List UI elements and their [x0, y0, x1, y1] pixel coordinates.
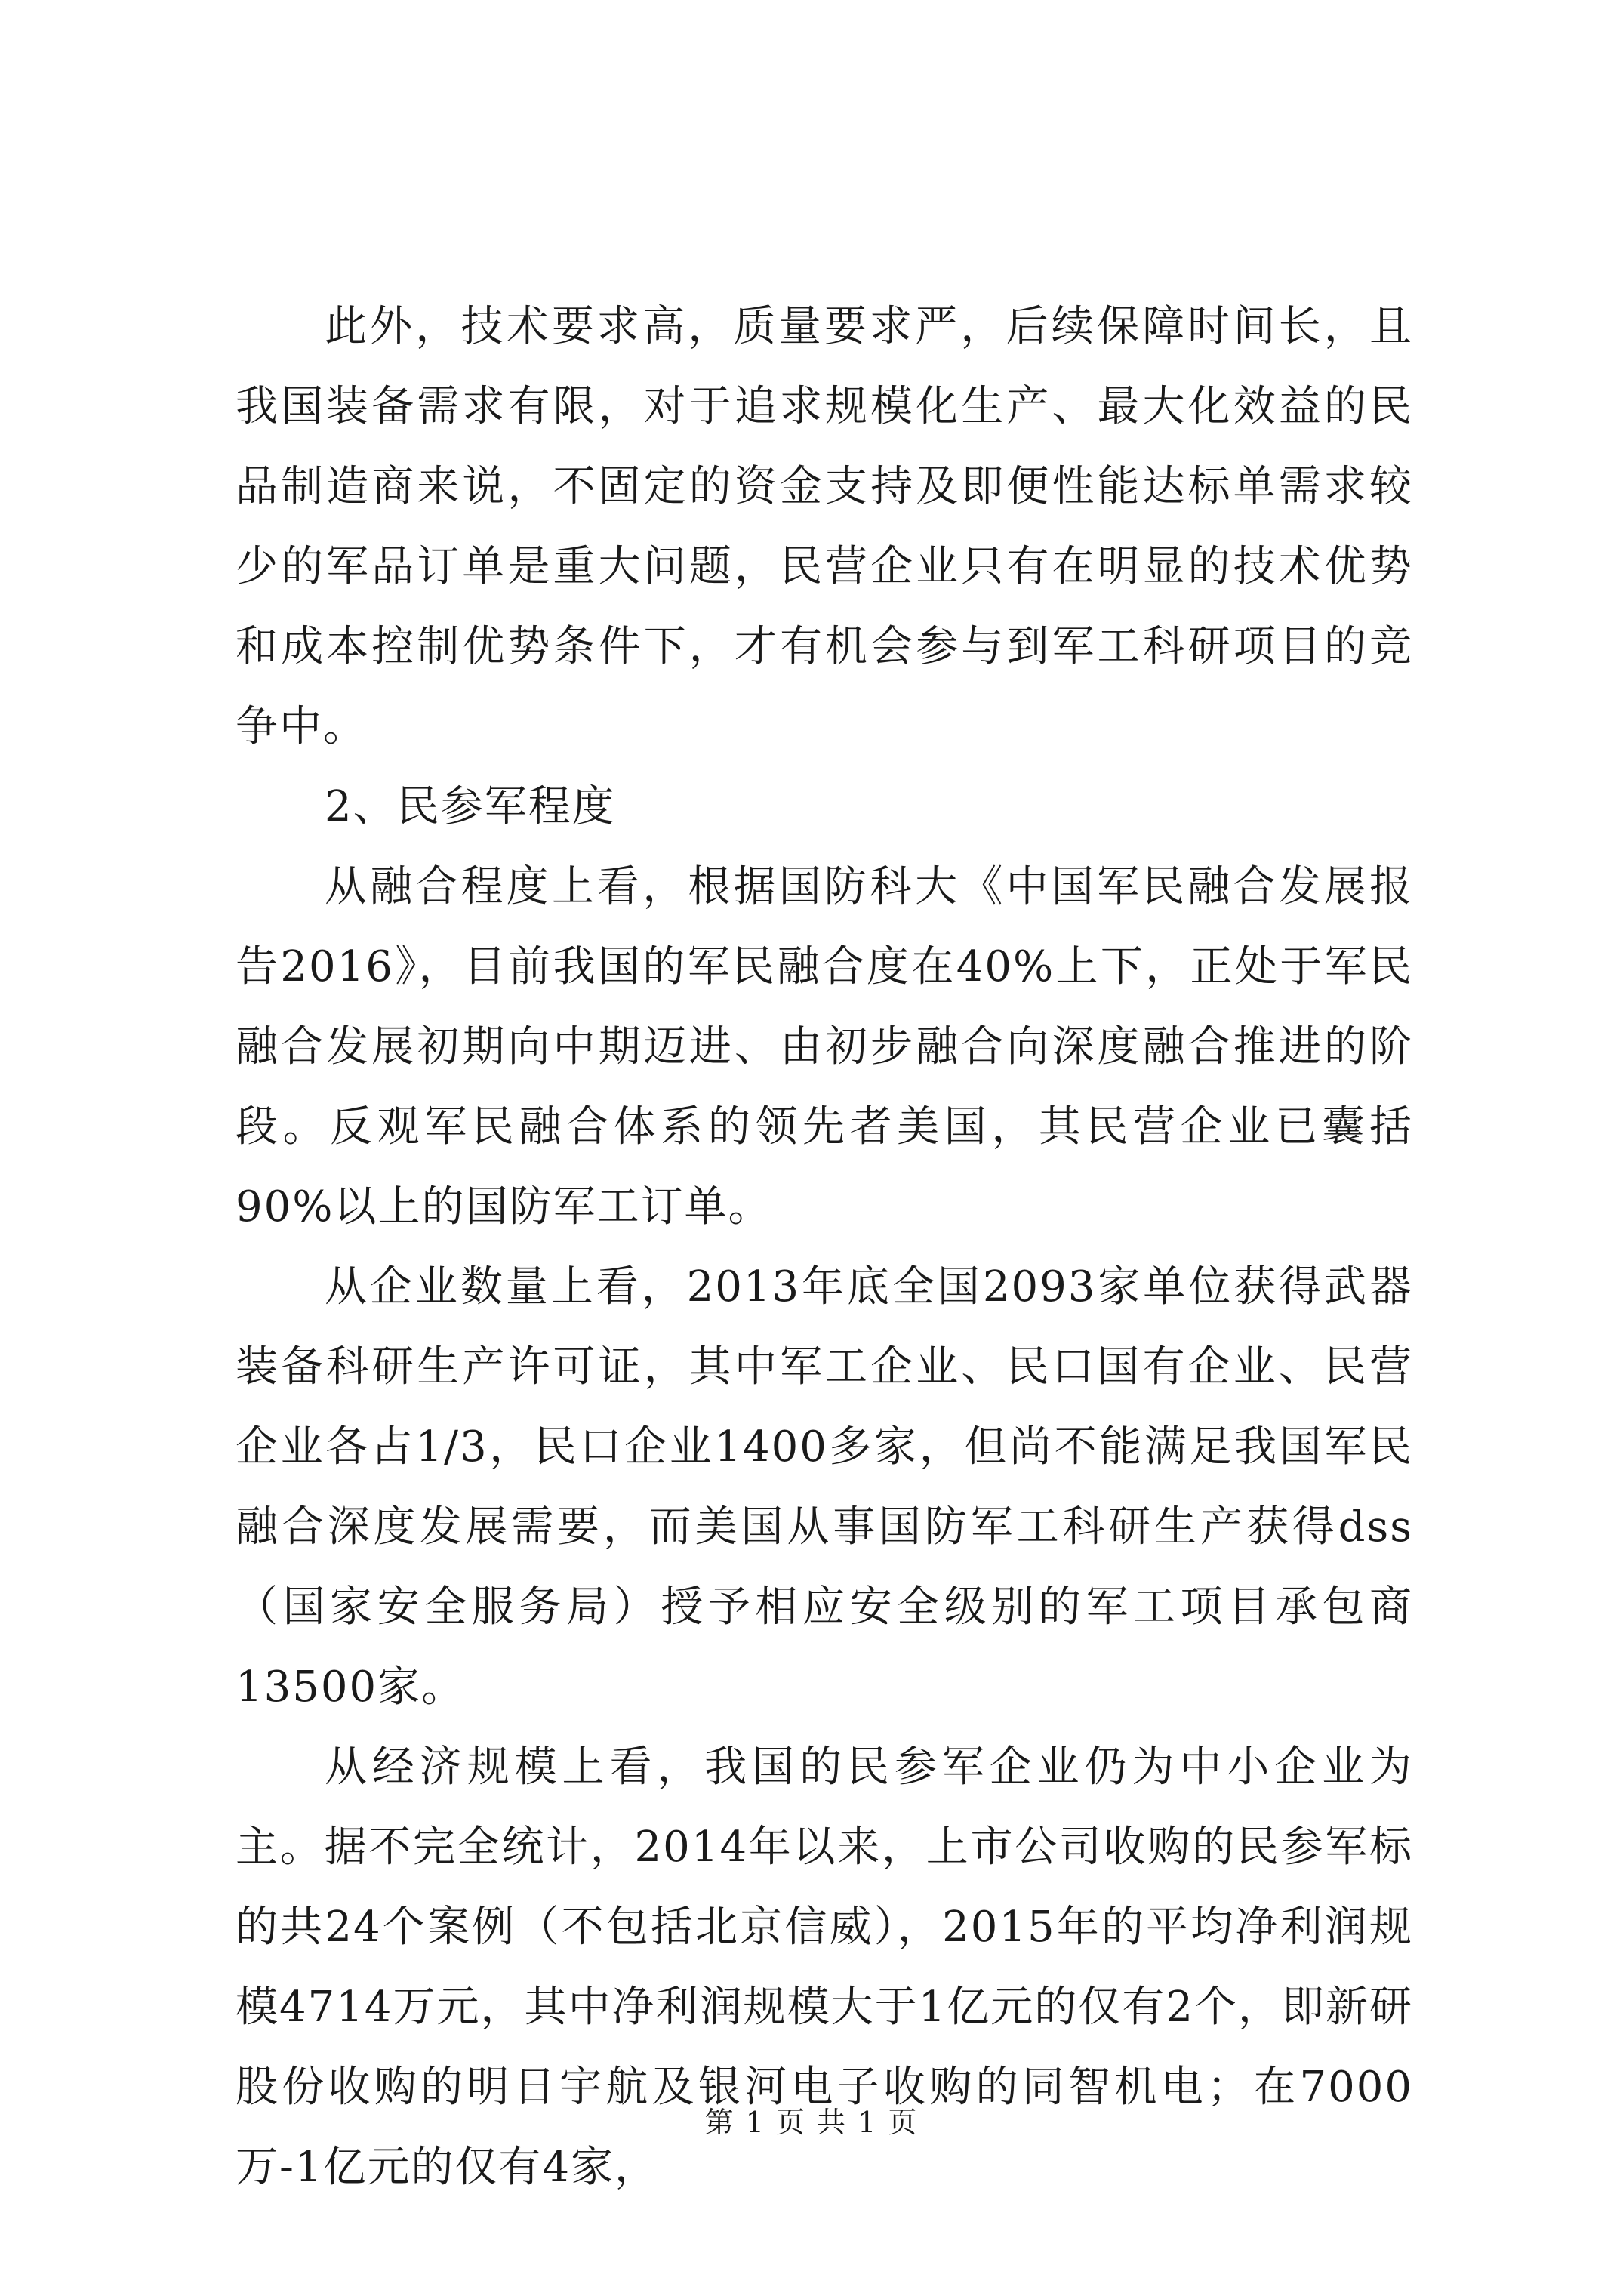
paragraph-economic-scale: 从经济规模上看，我国的民参军企业仍为中小企业为主。据不完全统计，2014年以来，上市公司收购的民参军标的共24个案例（不包括北京信威），2015年的平均净利润规模4714万元，其中净利润规模大于1亿元的仅有2个，即新研股份收购的明日宇航及银河电子收购的同智机电；在7000万-1亿元的仅有4家，	[236, 1743, 1413, 2192]
paragraph-tech-requirements: 此外，技术要求高，质量要求严，后续保障时间长，且我国装备需求有限，对于追求规模化生产、最大化效益的民品制造商来说，不固定的资金支持及即便性能达标单需求较少的军品订单是重大问题，民营企业只有在明显的技术优势和成本控制优势条件下，才有机会参与到军工科研项目的竞争中。	[236, 302, 1413, 751]
page-footer: 第 1 页 共 1 页	[704, 2106, 919, 2139]
paragraph-enterprise-count: 从企业数量上看，2013年底全国2093家单位获得武器装备科研生产许可证，其中军工企业、民口国有企业、民营企业各占1/3，民口企业1400多家，但尚不能满足我国军民融合深度发展需要，而美国从事国防军工科研生产获得dss（国家安全服务局）授予相应安全级别的军工项目承包商13500家。	[236, 1262, 1413, 1712]
section-heading-civil-military-degree: 2、民参军程度	[325, 782, 616, 831]
paragraph-integration-degree: 从融合程度上看，根据国防科大《中国军民融合发展报告2016》，目前我国的军民融合度在40%上下，正处于军民融合发展初期向中期迈进、由初步融合向深度融合推进的阶段。反观军民融合体系的领先者美国，其民营企业已囊括90%以上的国防军工订单。	[236, 862, 1413, 1231]
document-body	[236, 287, 1413, 2208]
